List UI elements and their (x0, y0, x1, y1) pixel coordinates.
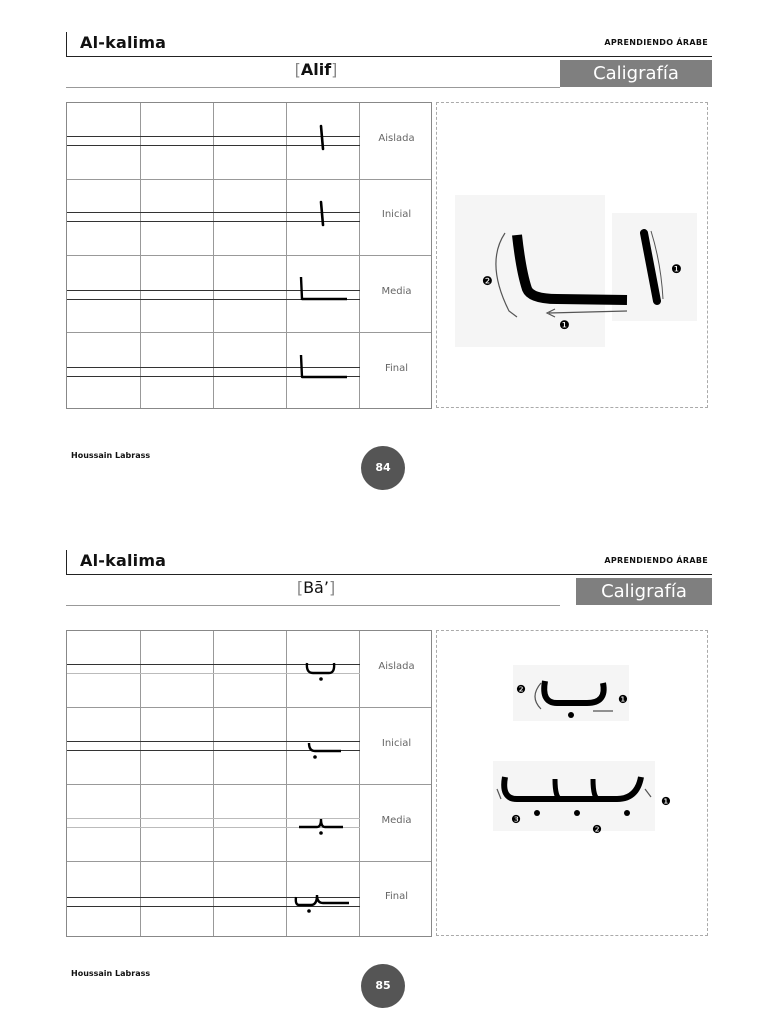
stroke-marker: ❸ (511, 813, 521, 826)
header-rule (66, 56, 712, 57)
stroke-marker: ❷ (516, 683, 526, 696)
ba-final-glyph (293, 883, 351, 913)
author-name: Houssain Labrass (71, 969, 151, 978)
page-number-badge: 85 (361, 964, 405, 1008)
alif-initial-glyph (312, 199, 332, 231)
subheader-rule (66, 605, 560, 606)
stroke-order-panel (436, 630, 708, 936)
subheader-rule (66, 87, 560, 88)
grid-row-line (67, 255, 431, 256)
form-label-final: Final (384, 363, 409, 374)
book-title: Al-kalima (80, 33, 167, 52)
header-rule-vertical (66, 550, 67, 574)
form-label-isolated: Aislada (378, 133, 415, 144)
stroke-marker: ❷ (482, 274, 493, 288)
ba-isolated-glyph (303, 653, 339, 683)
grid-row-line (67, 332, 431, 333)
ba-stroke-diagram (437, 631, 707, 935)
page-alif (0, 0, 768, 512)
practice-grid (66, 102, 432, 409)
stroke-order-panel (436, 102, 708, 408)
page-ba (0, 518, 768, 1030)
stroke-marker: ❶ (661, 795, 671, 808)
letter-title: [Bā’] (296, 578, 336, 597)
series-title: APRENDIENDO ÁRABE (604, 38, 708, 47)
letter-name: Bā’ (303, 578, 329, 597)
header-rule-vertical (66, 32, 67, 56)
alif-final-glyph (295, 351, 351, 383)
book-title: Al-kalima (80, 551, 167, 570)
grid-row-line (67, 707, 431, 708)
stroke-marker: ❷ (592, 823, 602, 836)
practice-grid (66, 630, 432, 937)
form-label-initial: Inicial (381, 209, 412, 220)
header-rule (66, 574, 712, 575)
ba-initial-glyph (303, 731, 343, 761)
page-number-badge: 84 (361, 446, 405, 490)
alif-isolated-glyph (312, 123, 332, 155)
author-name: Houssain Labrass (71, 451, 151, 460)
stroke-marker: ❶ (559, 318, 570, 332)
form-label-isolated: Aislada (378, 661, 415, 672)
form-label-final: Final (384, 891, 409, 902)
alif-stroke-diagram (437, 103, 707, 407)
stroke-marker: ❶ (671, 262, 682, 276)
section-tab: Caligrafía (560, 60, 712, 87)
form-label-initial: Inicial (381, 738, 412, 749)
letter-title: [Alif] (294, 60, 338, 79)
alif-medial-glyph (295, 273, 351, 305)
form-label-medial: Media (381, 286, 412, 297)
form-label-medial: Media (381, 815, 412, 826)
grid-row-line (67, 784, 431, 785)
grid-row-line (67, 861, 431, 862)
stroke-marker: ❶ (618, 693, 628, 706)
section-tab: Caligrafía (576, 578, 712, 605)
letter-name: Alif (300, 60, 332, 79)
series-title: APRENDIENDO ÁRABE (604, 556, 708, 565)
ba-medial-glyph (297, 807, 345, 837)
grid-row-line (67, 179, 431, 180)
